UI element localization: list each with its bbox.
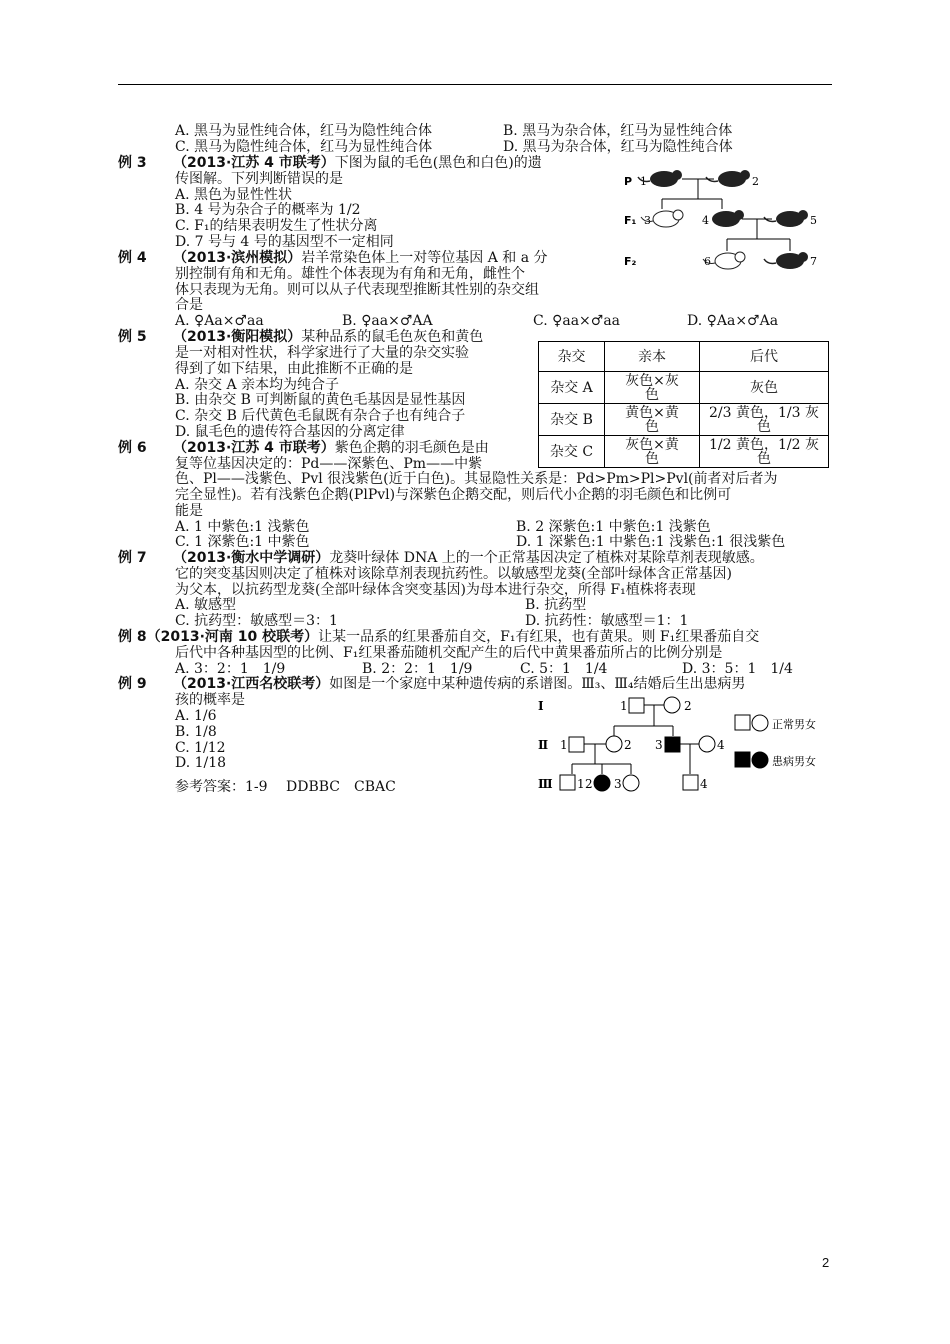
option-c: C. 1/12 [175,740,226,756]
normal-male-icon [560,775,575,790]
question-stem: 让某一品系的红果番茄自交，F₁有红果，也有黄果。则 F₁红果番茄自交 [318,629,760,645]
question-stem: 完全显性)。若有浅紫色企鹅(PlPvl)与深紫色企鹅交配，则后代小企鹅的羽毛颜色和比例可 [175,487,732,503]
option-d: D. 抗药性：敏感型＝1：1 [525,613,689,629]
question-8-header [118,629,759,645]
cell-line: 1/2 黄色，1/2 灰 [709,436,819,453]
question-stem: 能是 [175,503,203,519]
question-source: （2013·江苏 4 市联考） [173,155,335,171]
table-cell-parents [605,436,700,468]
question-3-header [118,155,542,171]
question-stem: 后代中各种基因型的比例、F₁红果番茄随机交配产生的后代中黄果番茄所占的比例分别是 [175,645,723,661]
black-mouse-icon [712,210,744,227]
table-cell-offspring [700,436,829,468]
option-a: A. ♀Aa×♂aa [175,313,264,329]
prev-option-a: A. 黑马为显性纯合体，红马为隐性纯合体 [175,123,433,139]
generation-label: Ⅲ [538,777,553,791]
cell-line: 灰色×黄 [625,436,679,453]
cell-line: 色 [757,450,771,467]
question-source: （2013·河南 10 校联考） [146,629,319,645]
table-header-cell: 后代 [700,342,829,372]
question-label: 例 8 [118,629,147,645]
option-b: B. 2：2：1 1/9 [362,661,473,677]
legend-affected-label: 患病男女 [772,755,816,768]
generation-label: F₁ [624,214,637,227]
option-c: C. 抗药型：敏感型＝3：1 [175,613,338,629]
question-stem: 别控制有角和无角。雄性个体表现为有角和无角，雌性个 [175,266,525,282]
cross-results-table [538,341,829,468]
option-d: D. 1/18 [175,755,227,771]
option-b: B. 由杂交 B 可判断鼠的黄色毛基因是显性基因 [175,392,466,408]
table-cell-cross: 杂交 C [539,436,605,468]
question-label: 例 6 [118,440,147,456]
individual-number: 7 [810,255,817,268]
option-b: B. ♀aa×♂AA [342,313,433,329]
question-stem: 合是 [175,297,203,313]
cell-line: 2/3 黄色，1/3 灰 [709,404,819,421]
question-stem: 体只表现为无角。则可以从子代表现型推断其性别的杂交组 [175,282,539,298]
table-cell-cross: 杂交 B [539,404,605,436]
option-d: D. 3：5：1 1/4 [682,661,793,677]
option-a: A. 1/6 [175,708,217,724]
question-stem: 紫色企鹅的羽毛颜色是由 [334,440,489,456]
table-cell-parents [605,372,700,404]
individual-number: 3 [655,738,663,752]
option-c: C. 杂交 B 后代黄色毛鼠既有杂合子也有纯合子 [175,408,466,424]
question-source: （2013·衡水中学调研） [173,550,330,566]
table-header-cell: 亲本 [605,342,700,372]
legend-normal-label: 正常男女 [772,718,816,731]
option-b: B. 1/8 [175,724,217,740]
question-stem: 如图是一个家庭中某种遗传病的系谱图。Ⅲ₃、Ⅲ₄结婚后生出患病男 [329,676,746,692]
individual-number: 5 [810,214,817,227]
legend-normal-female-icon [752,715,768,731]
question-stem: 为父本，以抗药型龙葵(全部叶绿体含突变基因)为母本进行杂交，所得 F₁植株将表现 [175,582,696,598]
question-label: 例 7 [118,550,147,566]
option-a: A. 杂交 A 亲本均为纯合子 [175,377,340,393]
table-row [539,404,829,436]
option-d: D. 7 号与 4 号的基因型不一定相同 [175,234,394,250]
individual-number: 2 [624,738,632,752]
question-source: （2013·江西名校联考） [173,676,330,692]
question-6-header [118,440,489,456]
cell-line: 色 [645,450,659,467]
individual-number: 4 [700,777,708,791]
option-c: C. 5：1 1/4 [520,661,608,677]
prev-option-c: C. 黑马为隐性纯合体，红马为显性纯合体 [175,139,433,155]
individual-number: 2 [752,175,759,188]
option-a: A. 敏感型 [175,597,237,613]
option-d: D. ♀Aa×♂Aa [687,313,779,329]
individual-number: 3 [644,214,651,227]
legend-affected-male-icon [735,752,750,767]
cell-line: 色 [645,418,659,435]
question-source: （2013·江苏 4 市联考） [173,440,335,456]
individual-number: 4 [717,738,725,752]
normal-male-icon [569,737,584,752]
question-stem: 它的突变基因则决定了植株对该除草剂表现抗药性。以敏感型龙葵(全部叶绿体含正常基因) [175,566,732,582]
mouse-inheritance-figure [622,165,822,275]
question-stem: 色、Pl——浅紫色、Pvl 很浅紫色(近于白色)。其显隐性关系是：Pd>Pm>Pl>Pvl(前者对后者为 [175,471,778,487]
affected-male-icon [665,737,680,752]
question-stem: 是一对相对性状，科学家进行了大量的杂交实验 [175,345,469,361]
header-rule [118,84,832,85]
cell-line: 灰色×灰 [625,372,679,389]
option-b: B. 2 深紫色:1 中紫色:1 浅紫色 [516,519,711,535]
question-stem: 某种品系的鼠毛色灰色和黄色 [301,329,484,345]
cell-line: 色 [645,386,659,403]
normal-female-icon [699,736,715,752]
option-a: A. 3：2：1 1/9 [175,661,286,677]
normal-male-icon [683,775,698,790]
table-cell-offspring [700,372,829,404]
normal-female-icon [664,697,680,713]
option-a: A. 1 中紫色:1 浅紫色 [175,519,310,535]
option-c: C. F₁的结果表明发生了性状分离 [175,218,378,234]
table-row [539,372,829,404]
individual-number: 1 [620,699,628,713]
option-c: C. 1 深紫色:1 中紫色 [175,534,310,550]
pedigree-chart [534,692,834,802]
option-d: D. 鼠毛色的遗传符合基因的分离定律 [175,424,405,440]
table-cell-cross: 杂交 A [539,372,605,404]
generation-label: Ⅱ [538,738,549,752]
question-stem: 龙葵叶绿体 DNA 上的一个正常基因决定了植株对某除草剂表现敏感。 [329,550,764,566]
option-c: C. ♀aa×♂aa [533,313,621,329]
individual-number: 6 [704,255,711,268]
question-label: 例 5 [118,329,147,345]
black-mouse-icon [764,252,808,269]
table-header-cell: 杂交 [539,342,605,372]
option-b: B. 4 号为杂合子的概率为 1/2 [175,202,361,218]
table-cell-offspring [700,404,829,436]
cell-line: 灰色 [750,379,778,396]
cell-line: 色 [757,418,771,435]
normal-female-icon [623,775,639,791]
question-stem: 传图解。下列判断错误的是 [175,171,343,187]
question-stem: 岩羊常染色体上一对等位基因 A 和 a 分 [301,250,548,266]
table-cell-parents [605,404,700,436]
question-5-header [118,329,483,345]
individual-number: 3 [614,777,622,791]
question-stem: 得到了如下结果，由此推断不正确的是 [175,361,413,377]
question-4-header [118,250,548,266]
question-source: （2013·衡阳模拟） [173,329,302,345]
individual-number: 4 [702,214,709,227]
generation-label: P [624,175,633,188]
page-number: 2 [822,1255,830,1270]
table-row [539,436,829,468]
normal-female-icon [606,736,622,752]
option-b: B. 抗药型 [525,597,587,613]
question-label: 例 4 [118,250,147,266]
table-header-row [539,342,829,372]
question-stem: 孩的概率是 [175,692,245,708]
question-source: （2013·滨州模拟） [173,250,302,266]
question-9-header [118,676,746,692]
legend-affected-female-icon [752,752,768,768]
question-7-header [118,550,764,566]
question-stem: 下图为鼠的毛色(黑色和白色)的遗 [334,155,542,171]
individual-number: 1 [640,175,647,188]
question-label: 例 9 [118,676,147,692]
prev-option-d: D. 黑马为杂合体，红马为隐性纯合体 [503,139,733,155]
option-d: D. 1 深紫色:1 中紫色:1 浅紫色:1 很浅紫色 [516,534,786,550]
generation-label: Ⅰ [538,699,544,713]
individual-number: 1 [577,777,585,791]
prev-option-b: B. 黑马为杂合体，红马为显性纯合体 [503,123,733,139]
individual-number: 2 [585,777,593,791]
legend-normal-male-icon [735,715,750,730]
answer-key: 参考答案：1-9 DDBBC CBAC [175,779,396,795]
individual-number: 1 [560,738,568,752]
generation-label: F₂ [624,255,637,268]
cell-line: 黄色×黄 [625,404,679,421]
affected-female-icon [594,775,610,791]
option-a: A. 黑色为显性性状 [175,187,293,203]
question-stem: 复等位基因决定的：Pd——深紫色、Pm——中紫 [175,456,483,472]
individual-number: 2 [684,699,692,713]
question-label: 例 3 [118,155,147,171]
normal-male-icon [629,698,644,713]
